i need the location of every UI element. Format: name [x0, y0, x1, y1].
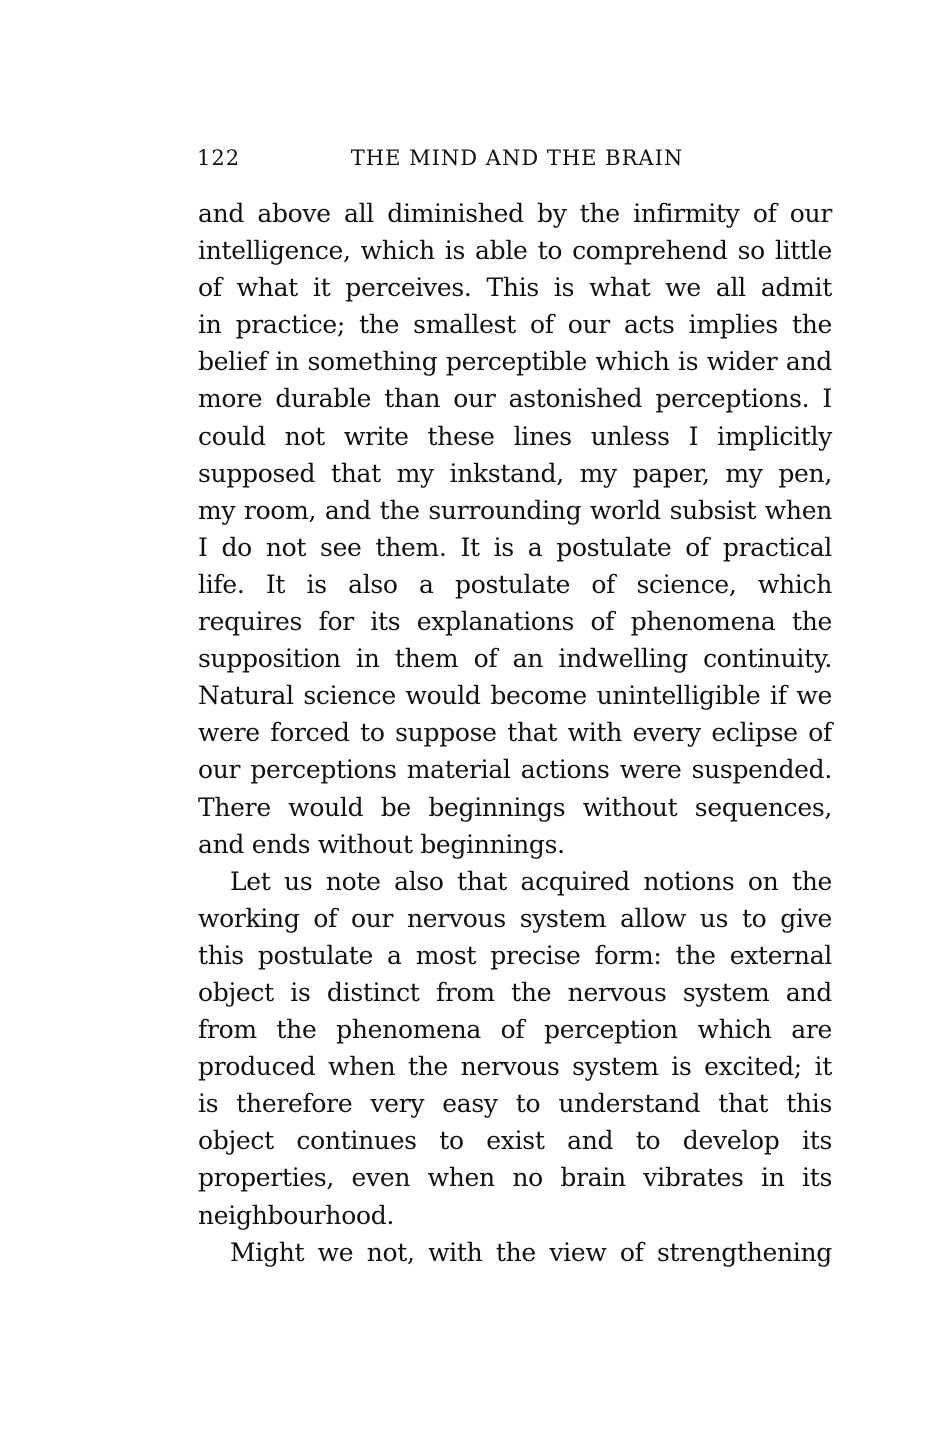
text-line: object continues to exist and to develop its	[198, 1126, 832, 1156]
text-line: supposed that my inkstand, my paper, my pen,	[198, 458, 832, 488]
text-line: There would be beginnings without sequences,	[198, 792, 832, 822]
text-line: were forced to suppose that with every eclipse of	[198, 718, 832, 748]
text-line: this postulate a most precise form: the external	[198, 940, 832, 970]
text-line: and above all diminished by the infirmity of our	[198, 199, 832, 228]
text-line: Let us note also that acquired notions on the	[230, 866, 832, 896]
text-line: is therefore very easy to understand that this	[198, 1089, 832, 1119]
text-line: belief in something perceptible which is wider and	[198, 347, 832, 377]
text-line: my room, and the surrounding world subsist when	[198, 495, 832, 525]
text-line: requires for its explanations of phenomena the	[198, 607, 832, 637]
text-line: properties, even when no brain vibrates in its	[198, 1163, 832, 1193]
text-line: and ends without beginnings.	[198, 829, 565, 859]
text-line: could not write these lines unless I implicitly	[198, 421, 832, 451]
text-line: produced when the nervous system is excited; it	[198, 1052, 832, 1082]
text-line: neighbourhood.	[198, 1200, 395, 1230]
text-line: life. It is also a postulate of science, which	[198, 569, 832, 599]
text-line: I do not see them. It is a postulate of practical	[198, 532, 832, 562]
text-line: Natural science would become unintelligible if we	[198, 681, 832, 711]
text-line: working of our nervous system allow us to give	[198, 903, 832, 933]
text-line: from the phenomena of perception which are	[198, 1015, 832, 1045]
text-line: of what it perceives. This is what we all admit	[198, 273, 832, 303]
running-title: THE MIND AND THE BRAIN	[350, 146, 684, 170]
text-line: more durable than our astonished perceptions. I	[198, 384, 832, 414]
text-line: Might we not, with the view of strengthening	[230, 1237, 832, 1267]
text-line: in practice; the smallest of our acts implies the	[198, 310, 832, 340]
text-line: intelligence, which is able to comprehend so little	[198, 236, 832, 266]
page-number: 122	[197, 146, 241, 170]
text-line: supposition in them of an indwelling continuity.	[198, 644, 832, 674]
text-line: our perceptions material actions were suspended.	[198, 755, 832, 785]
text-line: object is distinct from the nervous system and	[198, 977, 832, 1007]
body-text	[198, 195, 832, 1271]
